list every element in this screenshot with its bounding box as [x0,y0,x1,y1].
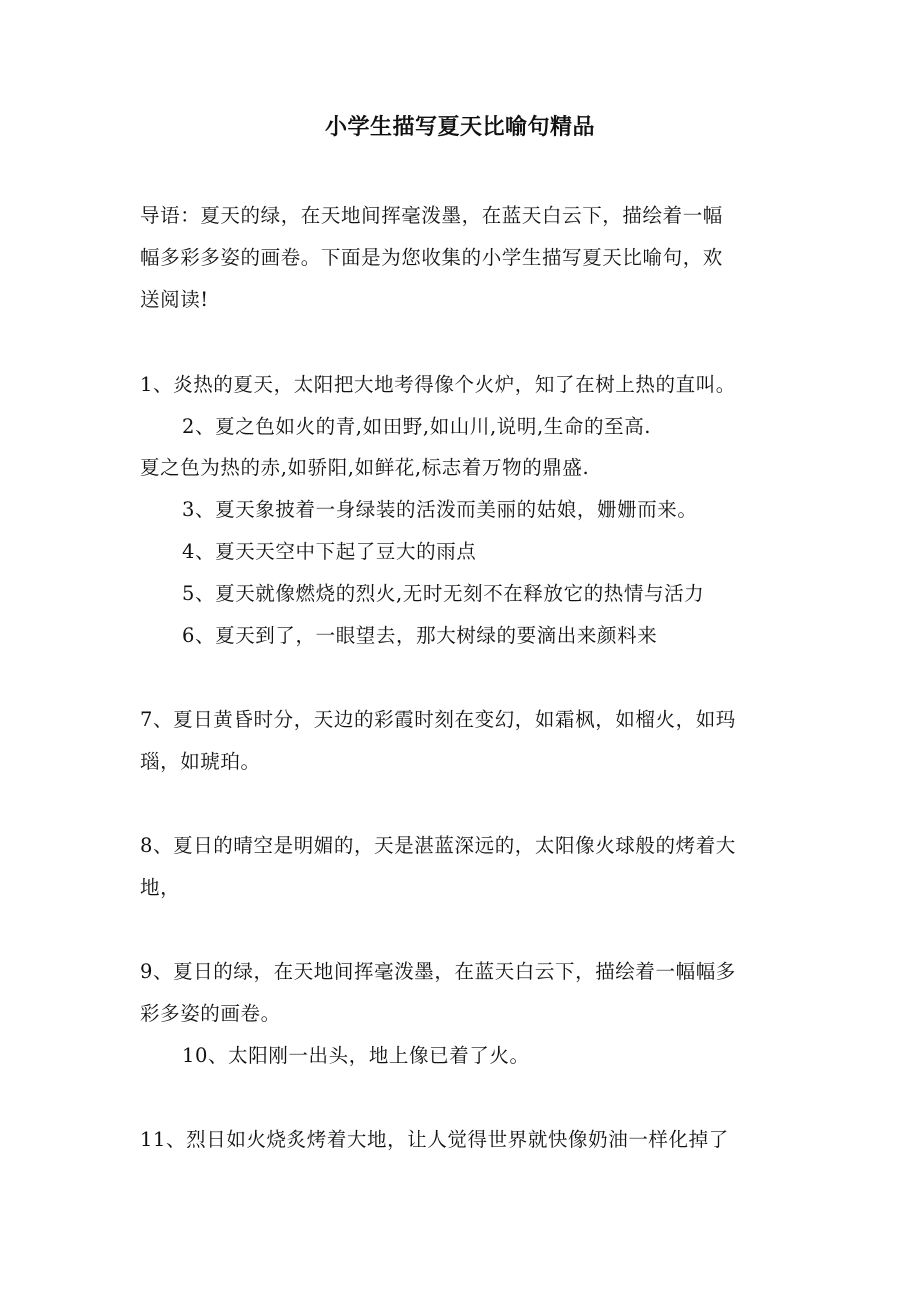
intro-line: 幅多彩多姿的画卷。下面是为您收集的小学生描写夏天比喻句，欢 [140,246,723,269]
list-item-9-continuation: 彩多姿的画卷。 [140,1002,281,1025]
list-item-4: 4、夏天天空中下起了豆大的雨点 [182,540,477,563]
intro-line: 导语：夏天的绿，在天地间挥毫泼墨，在蓝天白云下，描绘着一幅 [140,204,723,227]
intro-line: 送阅读! [140,288,209,311]
list-item-7: 7、夏日黄昏时分，天边的彩霞时刻在变幻，如霜枫，如榴火，如玛 [140,708,736,731]
list-item-9: 9、夏日的绿，在天地间挥毫泼墨，在蓝天白云下，描绘着一幅幅多 [140,960,736,983]
list-item-3: 3、夏天象披着一身绿装的活泼而美丽的姑娘，姗姗而来。 [182,498,698,521]
list-item-2: 2、夏之色如火的青,如田野,如山川,说明,生命的至高. [182,415,652,438]
list-item-10: 10、太阳刚一出头，地上像已着了火。 [182,1044,530,1067]
document-title: 小学生描写夏天比喻句精品 [324,115,595,140]
list-item-6: 6、夏天到了，一眼望去，那大树绿的要滴出来颜料来 [182,624,658,647]
list-item-1: 1、炎热的夏天，太阳把大地考得像个火炉，知了在树上热的直叫。 [140,373,736,396]
list-item-2-continuation: 夏之色为热的赤,如骄阳,如鲜花,标志着万物的鼎盛. [140,456,590,479]
list-item-8: 8、夏日的晴空是明媚的，天是湛蓝深远的，太阳像火球般的烤着大 [140,834,736,857]
list-item-8-continuation: 地， [140,876,181,899]
list-item-7-continuation: 瑙，如琥珀。 [140,750,261,773]
list-item-11: 11、烈日如火烧炙烤着大地，让人觉得世界就快像奶油一样化掉了 [140,1128,729,1151]
list-item-5: 5、夏天就像燃烧的烈火,无时无刻不在释放它的热情与活力 [182,582,705,605]
